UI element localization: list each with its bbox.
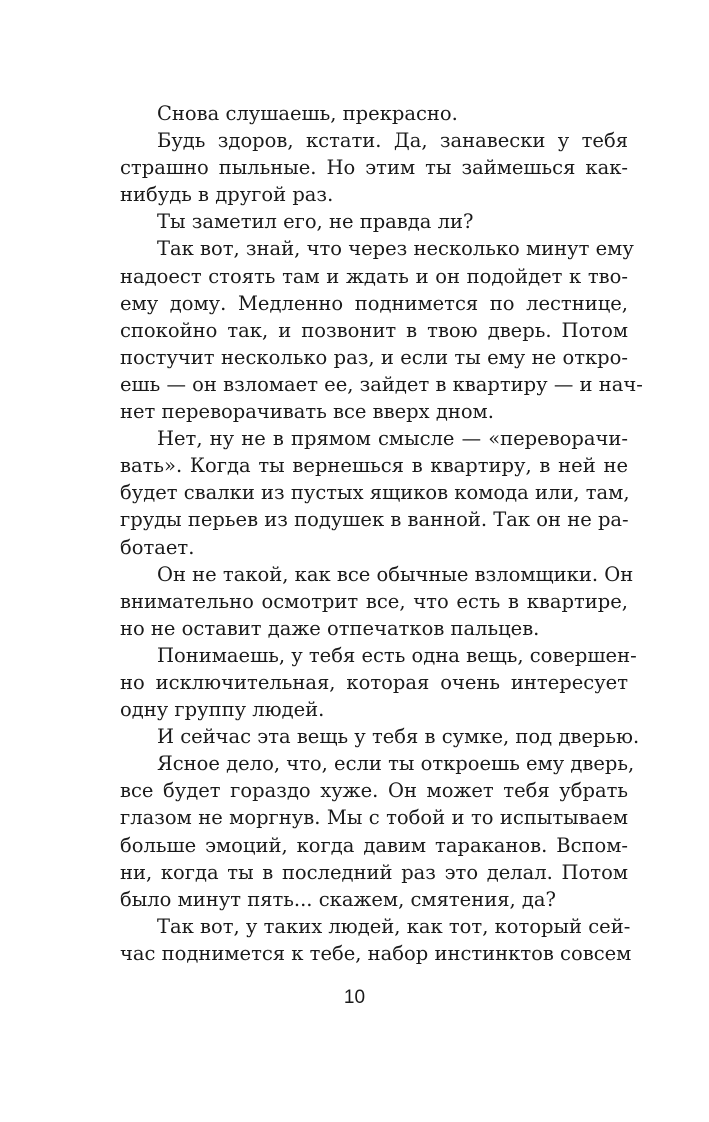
text-line: спокойно так, и позвонит в твою дверь. Потом bbox=[120, 318, 628, 342]
text-line: глазом не моргнув. Мы с тобой и то испытываем bbox=[120, 806, 628, 830]
text-line: ешь — он взломает ее, зайдет в квартиру — и нач- bbox=[120, 372, 643, 396]
text-line: час поднимется к тебе, набор инстинктов совсем bbox=[120, 941, 632, 965]
text-line: Он не такой, как все обычные взломщики. Он bbox=[157, 562, 634, 586]
text-line: страшно пыльные. Но этим ты займешься как- bbox=[120, 156, 628, 180]
text-line: Так вот, знай, что через несколько минут ему bbox=[157, 237, 634, 261]
text-line: вать». Когда ты вернешься в квартиру, в ней не bbox=[120, 454, 628, 478]
text-line: груды перьев из подушек в ванной. Так он не ра- bbox=[120, 508, 629, 532]
text-line: Понимаешь, у тебя есть одна вещь, совершен- bbox=[157, 643, 637, 667]
text-line: одну группу людей. bbox=[120, 698, 325, 722]
text-line: нибудь в другой раз. bbox=[120, 183, 334, 207]
text-line: будет свалки из пустых ящиков комода или, там, bbox=[120, 481, 630, 505]
text-line: ему дому. Медленно поднимется по лестнице, bbox=[120, 291, 628, 315]
text-line: но не оставит даже отпечатков пальцев. bbox=[120, 616, 540, 640]
body-text bbox=[120, 100, 643, 967]
text-line: Так вот, у таких людей, как тот, который сей- bbox=[157, 914, 631, 938]
text-line: надоест стоять там и ждать и он подойдет к тво- bbox=[120, 264, 628, 288]
text-line: Будь здоров, кстати. Да, занавески у тебя bbox=[157, 129, 628, 153]
text-line: И сейчас эта вещь у тебя в сумке, под дверью. bbox=[157, 725, 640, 749]
text-line: все будет гораздо хуже. Он может тебя убрать bbox=[120, 779, 628, 803]
text-line: нет переворачивать все вверх дном. bbox=[120, 400, 494, 424]
text-line: было минут пять... скажем, смятения, да? bbox=[120, 887, 556, 911]
page-number: 10 bbox=[343, 987, 366, 1008]
text-line: больше эмоций, когда давим тараканов. Вспом- bbox=[120, 833, 628, 857]
text-line: ни, когда ты в последний раз это делал. Потом bbox=[120, 860, 628, 884]
text-line: но исключительная, которая очень интересует bbox=[120, 670, 628, 694]
text-line: Ясное дело, что, если ты откроешь ему дверь, bbox=[157, 752, 635, 776]
text-line: Снова слушаешь, прекрасно. bbox=[157, 102, 458, 125]
text-line: ботает. bbox=[120, 535, 195, 559]
text-line: постучит несколько раз, и если ты ему не откро- bbox=[120, 345, 628, 369]
text-line: Ты заметил его, не правда ли? bbox=[157, 210, 474, 234]
text-line: внимательно осмотрит все, что есть в квартире, bbox=[120, 589, 628, 613]
text-line: Нет, ну не в прямом смысле — «переворачи- bbox=[157, 427, 628, 451]
